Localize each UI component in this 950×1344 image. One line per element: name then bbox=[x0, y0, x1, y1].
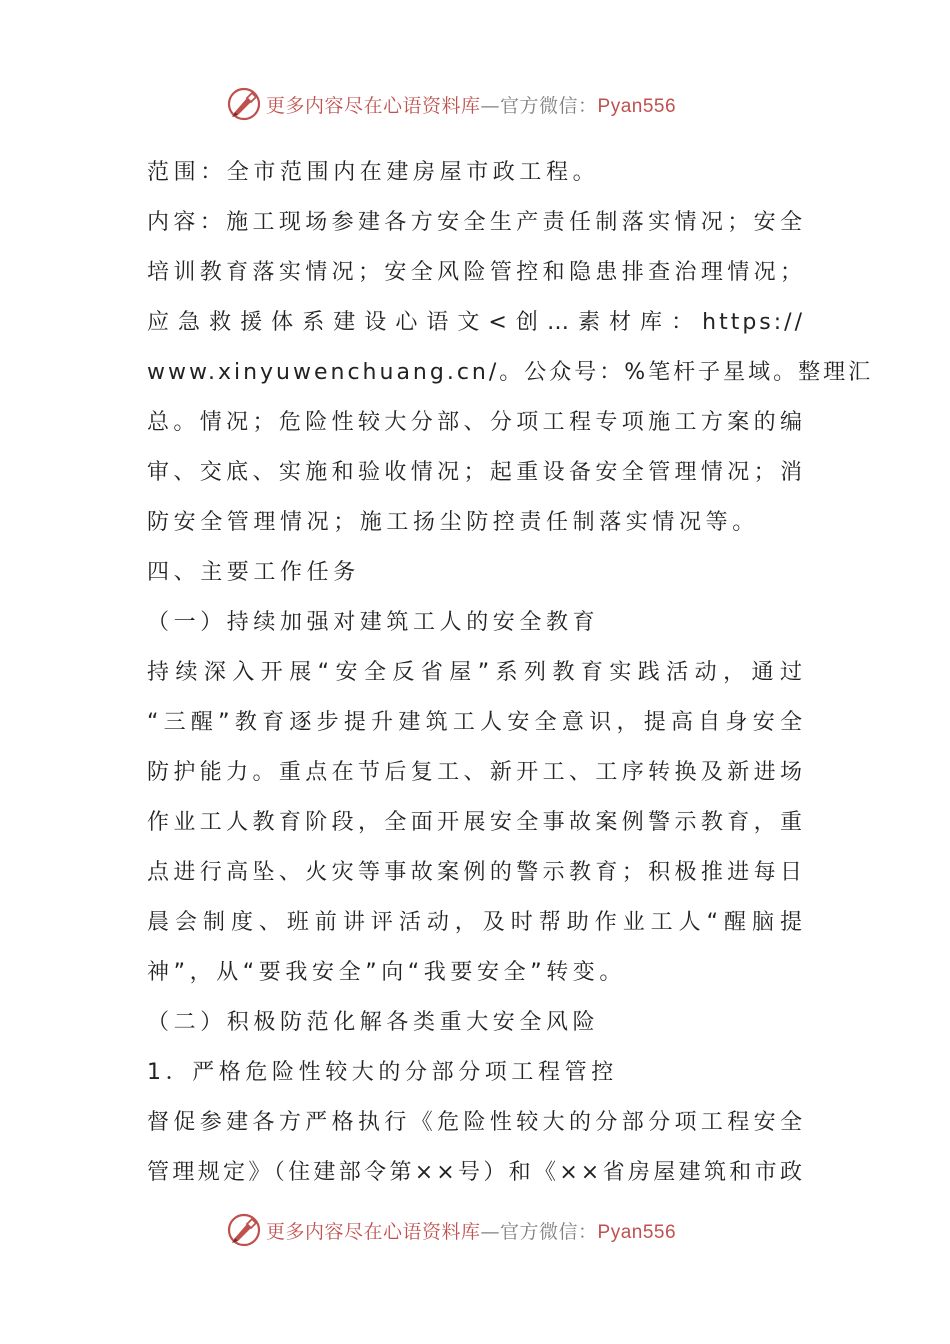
banner-wechat-id: Pyan556 bbox=[597, 95, 677, 117]
header-banner bbox=[0, 84, 950, 124]
text-line: 培训教育落实情况；安全风险管控和隐患排查治理情况； bbox=[147, 260, 805, 285]
text-line: 督促参建各方严格执行《危险性较大的分部分项工程安全 bbox=[147, 1110, 805, 1135]
footer-banner-content bbox=[226, 1210, 676, 1250]
text-line: 总。情况；危险性较大分部、分项工程专项施工方案的编 bbox=[147, 410, 805, 435]
banner-dash: — bbox=[480, 94, 501, 117]
banner-official-text: 官方微信： bbox=[500, 1220, 598, 1243]
text-line: 持续深入开展“安全反省屋”系列教育实践活动，通过 bbox=[147, 660, 805, 685]
subsection-heading: （一）持续加强对建筑工人的安全教育 bbox=[147, 610, 600, 635]
text-line: 范围：全市范围内在建房屋市政工程。 bbox=[147, 160, 600, 185]
document-body bbox=[147, 148, 874, 1198]
item-heading: 1．严格危险性较大的分部分项工程管控 bbox=[147, 1060, 618, 1085]
text-line: 神”，从“要我安全”向“我要安全”转变。 bbox=[147, 960, 626, 985]
text-line: 管理规定》（住建部令第××号）和《××省房屋建筑和市政 bbox=[147, 1160, 805, 1185]
text-line: 内容：施工现场参建各方安全生产责任制落实情况；安全 bbox=[147, 210, 805, 235]
banner-main-text: 更多内容尽在心语资料库 bbox=[266, 94, 481, 117]
banner-main-text: 更多内容尽在心语资料库 bbox=[266, 1220, 481, 1243]
section-heading: 四、主要工作任务 bbox=[147, 560, 360, 585]
text-line: “三醒”教育逐步提升建筑工人安全意识，提高自身安全 bbox=[147, 710, 805, 735]
pen-logo-icon bbox=[226, 86, 262, 122]
subsection-heading: （二）积极防范化解各类重大安全风险 bbox=[147, 1010, 600, 1035]
footer-banner bbox=[0, 1210, 950, 1250]
text-line: 防安全管理情况；施工扬尘防控责任制落实情况等。 bbox=[147, 510, 759, 535]
text-line: 应急救援体系建设心语文<创…素材库：https:// bbox=[147, 310, 805, 335]
banner-dash: — bbox=[480, 1220, 501, 1243]
text-line: 作业工人教育阶段，全面开展安全事故案例警示教育，重 bbox=[147, 810, 805, 835]
banner-wechat-id: Pyan556 bbox=[597, 1221, 677, 1243]
pen-logo-icon bbox=[226, 1212, 262, 1248]
text-line: www.xinyuwenchuang.cn/。公众号：%笔杆子星域。整理汇 bbox=[147, 360, 874, 385]
text-line: 晨会制度、班前讲评活动，及时帮助作业工人“醒脑提 bbox=[147, 910, 805, 935]
text-line: 点进行高坠、火灾等事故案例的警示教育；积极推进每日 bbox=[147, 860, 805, 885]
text-line: 防护能力。重点在节后复工、新开工、工序转换及新进场 bbox=[147, 760, 805, 785]
banner-text bbox=[266, 91, 676, 118]
banner-text bbox=[266, 1217, 676, 1244]
banner-official-text: 官方微信： bbox=[500, 94, 598, 117]
header-banner-content bbox=[226, 84, 676, 124]
text-line: 审、交底、实施和验收情况；起重设备安全管理情况；消 bbox=[147, 460, 805, 485]
